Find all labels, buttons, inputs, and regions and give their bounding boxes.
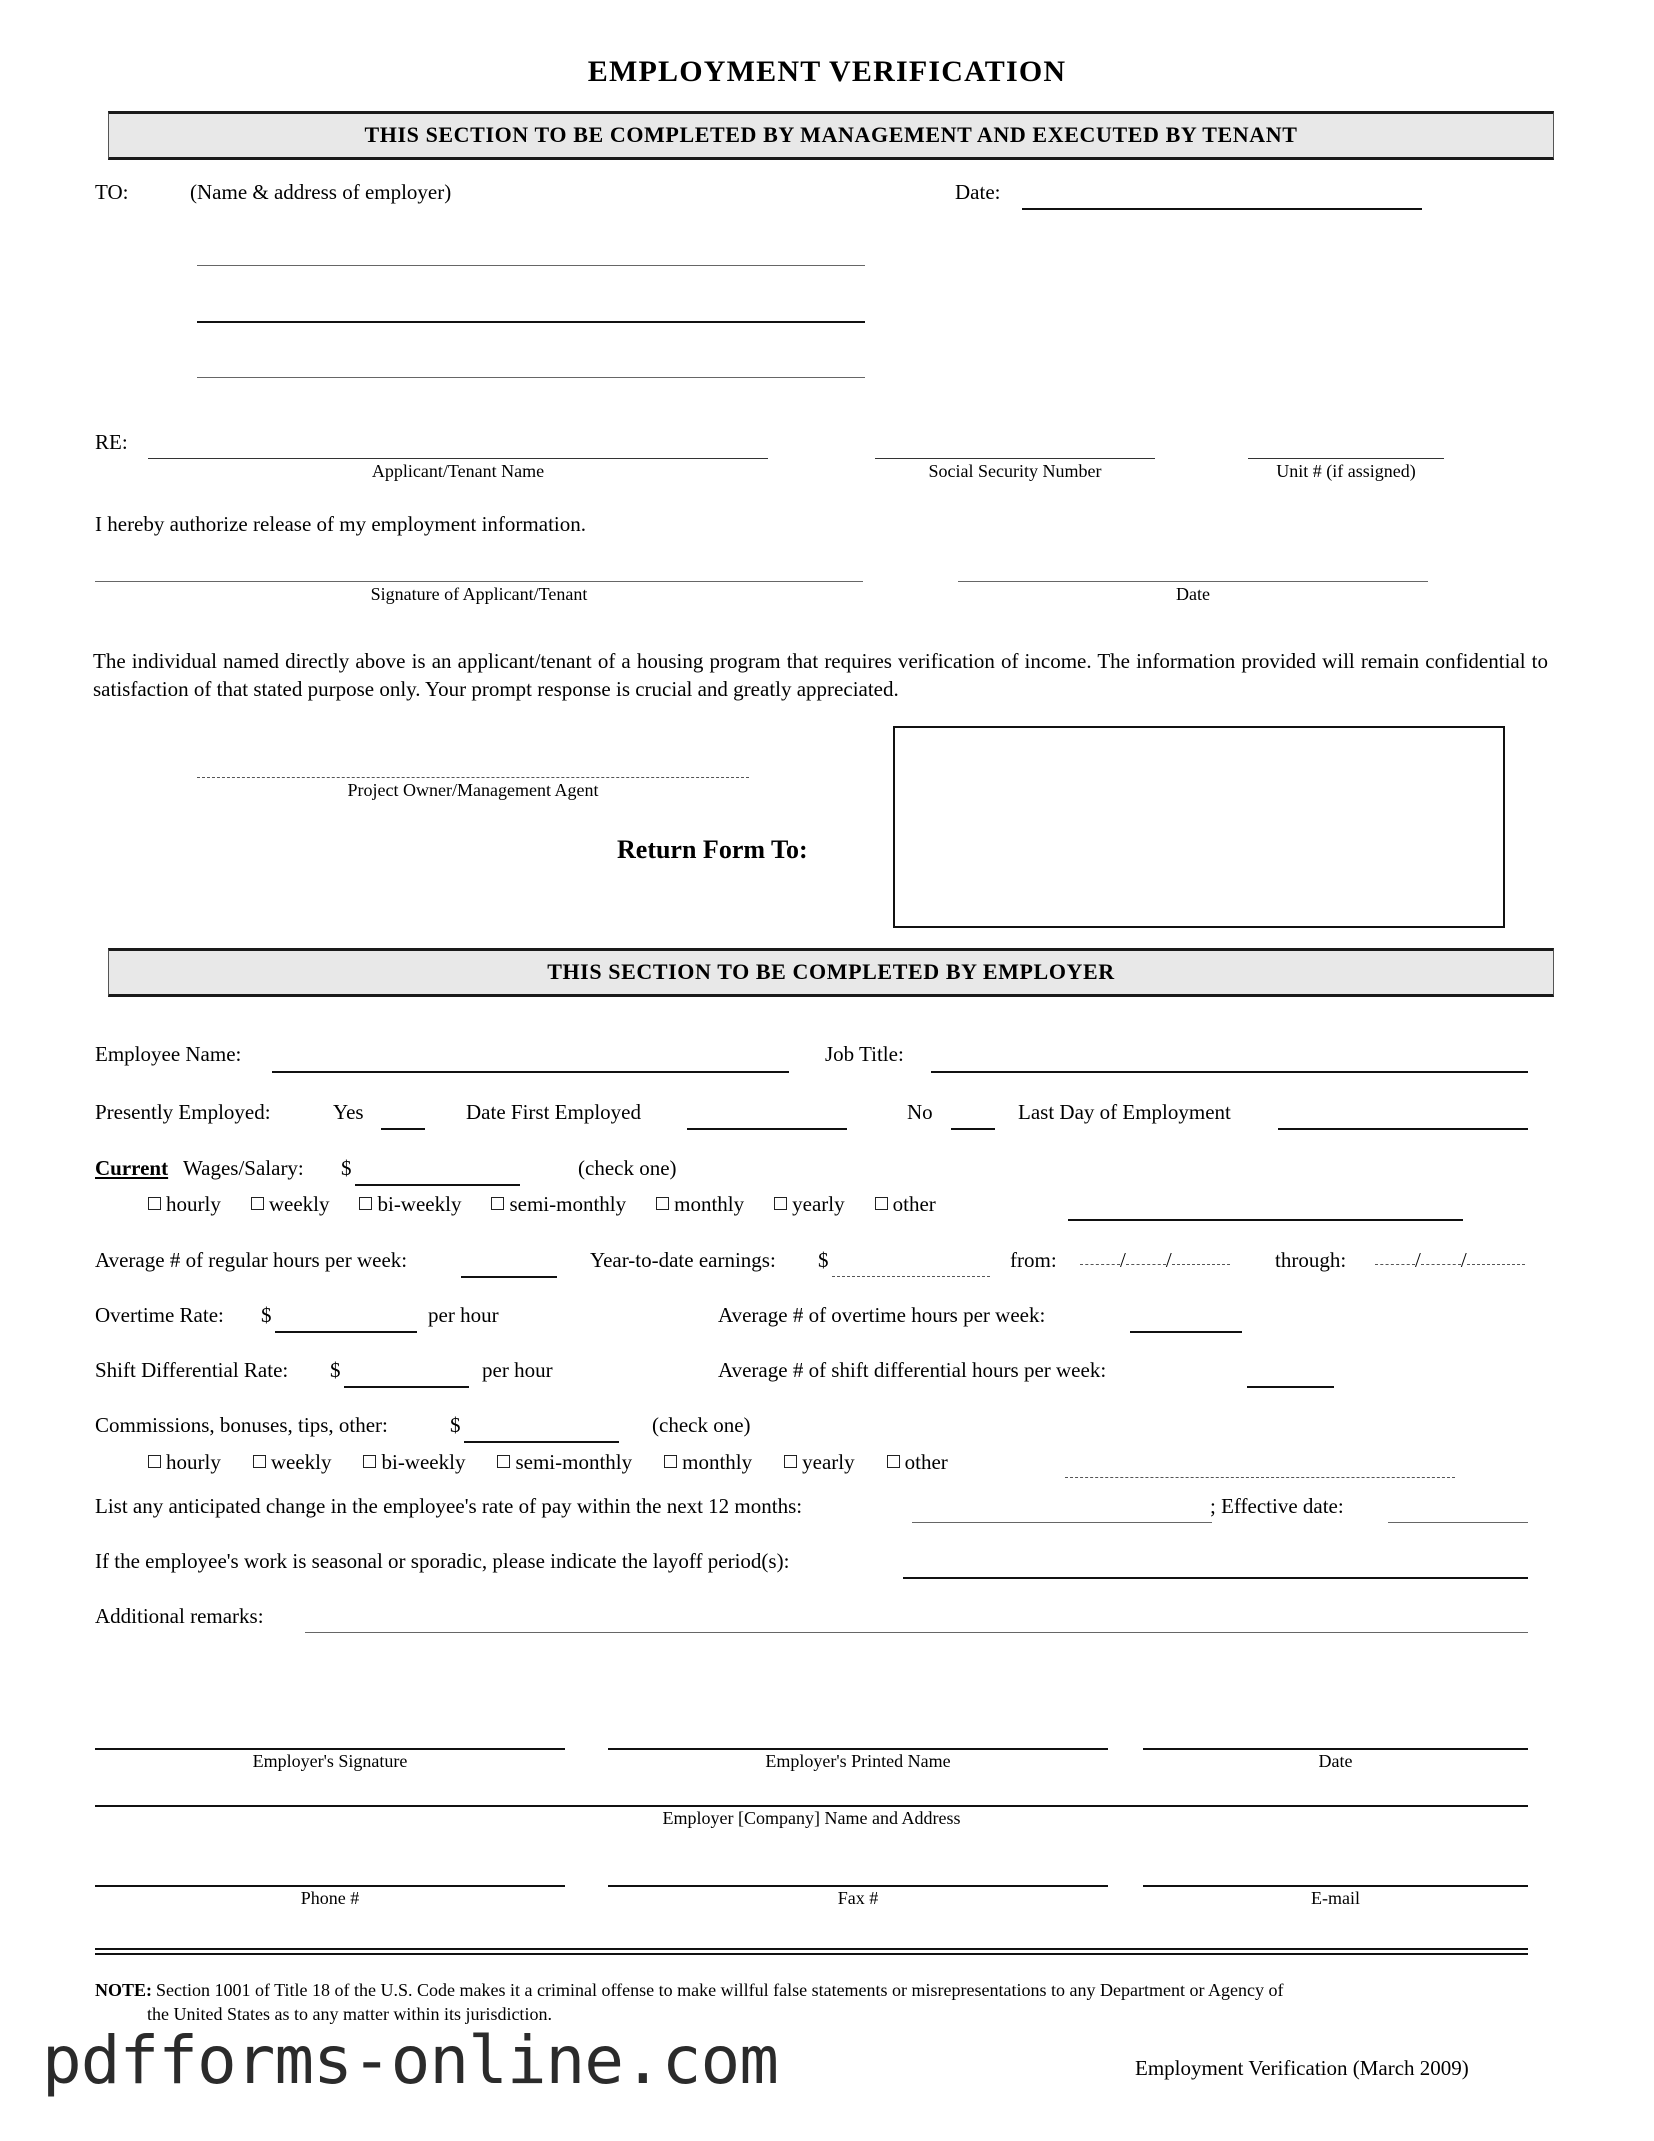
caption-owner-agent: Project Owner/Management Agent <box>347 780 599 800</box>
owner-agent-input[interactable] <box>197 776 749 778</box>
ssn-input[interactable] <box>875 457 1155 459</box>
section-banner-employer-wrap <box>0 948 1654 997</box>
no-label: No <box>907 1100 933 1124</box>
wages-dollar-sign: $ <box>341 1156 352 1180</box>
shift-diff-rate-label: Shift Differential Rate: <box>95 1358 289 1382</box>
return-address-box[interactable] <box>893 726 1505 928</box>
checkbox-icon[interactable] <box>148 1197 161 1210</box>
overtime-per-hour-label: per hour <box>428 1303 499 1327</box>
fax-input[interactable] <box>608 1884 1108 1887</box>
caption-applicant-signature-date: Date <box>1176 584 1210 604</box>
checkbox-icon[interactable] <box>784 1455 797 1468</box>
job-title-input[interactable] <box>931 1070 1528 1073</box>
date-first-employed-label: Date First Employed <box>466 1100 641 1124</box>
section-banner-employer: THIS SECTION TO BE COMPLETED BY EMPLOYER <box>108 948 1554 997</box>
ytd-from-label: from: <box>1010 1248 1057 1272</box>
effective-date-input[interactable] <box>1388 1521 1528 1523</box>
re-label: RE: <box>95 430 128 454</box>
avg-overtime-hours-input[interactable] <box>1130 1330 1242 1333</box>
last-day-label: Last Day of Employment <box>1018 1100 1231 1124</box>
applicant-signature-input[interactable] <box>95 580 863 582</box>
additional-remarks-input[interactable] <box>305 1631 1528 1633</box>
form-revision-id: Employment Verification (March 2009) <box>1135 2056 1469 2080</box>
checkbox-icon[interactable] <box>148 1455 161 1468</box>
phone-input[interactable] <box>95 1884 565 1887</box>
ytd-through-label: through: <box>1275 1248 1347 1272</box>
overtime-rate-input[interactable] <box>275 1330 417 1333</box>
wages-option-other[interactable]: other <box>875 1192 936 1216</box>
commissions-check-one-hint: (check one) <box>652 1413 751 1437</box>
checkbox-icon[interactable] <box>656 1197 669 1210</box>
ytd-from-date[interactable]: / / <box>1080 1248 1230 1273</box>
employer-address-line-2[interactable] <box>197 320 865 323</box>
watermark: pdfforms-online.com <box>42 2022 778 2099</box>
checkbox-icon[interactable] <box>363 1455 376 1468</box>
anticipated-change-label: List any anticipated change in the employee's rate of pay within the next 12 months: <box>95 1494 803 1518</box>
through-day-input[interactable] <box>1421 1263 1461 1265</box>
from-day-input[interactable] <box>1126 1263 1166 1265</box>
note-line-2: the United States as to any matter within its jurisdiction. <box>147 2004 552 2025</box>
commissions-label: Commissions, bonuses, tips, other: <box>95 1413 388 1437</box>
employer-address-line-1[interactable] <box>197 264 865 266</box>
wages-option-monthly[interactable]: monthly <box>656 1192 744 1216</box>
commissions-option-weekly[interactable]: weekly <box>253 1450 332 1474</box>
checkbox-icon[interactable] <box>253 1455 266 1468</box>
job-title-label: Job Title: <box>825 1042 904 1066</box>
caption-employer-signature: Employer's Signature <box>252 1751 408 1771</box>
caption-employer-signature-date: Date <box>1318 1751 1353 1771</box>
employer-printed-name-input[interactable] <box>608 1747 1108 1750</box>
yes-label: Yes <box>333 1100 364 1124</box>
avg-overtime-hours-label: Average # of overtime hours per week: <box>718 1303 1046 1327</box>
wages-option-yearly[interactable]: yearly <box>774 1192 844 1216</box>
presently-employed-label: Presently Employed: <box>95 1100 271 1124</box>
commissions-dollar-sign: $ <box>450 1413 461 1437</box>
ytd-through-date[interactable]: / / <box>1375 1248 1525 1273</box>
applicant-signature-date-input[interactable] <box>958 580 1428 582</box>
employee-name-label: Employee Name: <box>95 1042 242 1066</box>
wages-check-one-hint: (check one) <box>578 1156 677 1180</box>
note-label: NOTE: <box>95 1980 153 2000</box>
email-input[interactable] <box>1143 1884 1528 1887</box>
caption-unit-number: Unit # (if assigned) <box>1276 461 1416 481</box>
checkbox-icon[interactable] <box>664 1455 677 1468</box>
commissions-input[interactable] <box>464 1440 619 1443</box>
ytd-dollar-sign: $ <box>818 1248 829 1272</box>
caption-employer-printed-name: Employer's Printed Name <box>765 1751 951 1771</box>
checkbox-icon[interactable] <box>497 1455 510 1468</box>
commissions-option-monthly[interactable]: monthly <box>664 1450 752 1474</box>
commissions-option-yearly[interactable]: yearly <box>784 1450 854 1474</box>
to-label: TO: <box>95 180 129 204</box>
wages-other-input[interactable] <box>1068 1218 1463 1221</box>
wages-option-hourly[interactable]: hourly <box>148 1192 221 1216</box>
yes-checkbox-line[interactable] <box>381 1127 425 1130</box>
employer-signature-date-input[interactable] <box>1143 1747 1528 1750</box>
date-input-top[interactable] <box>1022 207 1422 210</box>
ytd-earnings-label: Year-to-date earnings: <box>590 1248 776 1272</box>
commissions-option-semi-monthly[interactable]: semi-monthly <box>497 1450 632 1474</box>
avg-regular-hours-input[interactable] <box>461 1275 557 1278</box>
avg-shift-diff-hours-input[interactable] <box>1247 1385 1334 1388</box>
checkbox-icon[interactable] <box>774 1197 787 1210</box>
footer-divider <box>95 1948 1528 1955</box>
ytd-earnings-input[interactable] <box>832 1275 990 1277</box>
caption-email: E-mail <box>1311 1888 1360 1908</box>
wages-option-weekly[interactable]: weekly <box>251 1192 330 1216</box>
overtime-dollar-sign: $ <box>261 1303 272 1327</box>
wages-frequency-options <box>148 1192 1548 1217</box>
shift-diff-dollar-sign: $ <box>330 1358 341 1382</box>
checkbox-icon[interactable] <box>251 1197 264 1210</box>
last-day-input[interactable] <box>1278 1127 1528 1130</box>
authorization-text: I hereby authorize release of my employment information. <box>95 512 586 536</box>
to-hint: (Name & address of employer) <box>190 180 452 204</box>
section-banner-management: THIS SECTION TO BE COMPLETED BY MANAGEMENT AND EXECUTED BY TENANT <box>108 111 1554 160</box>
wages-option-semi-monthly[interactable]: semi-monthly <box>491 1192 626 1216</box>
shift-diff-per-hour-label: per hour <box>482 1358 553 1382</box>
commissions-option-other[interactable]: other <box>887 1450 948 1474</box>
wages-option-bi-weekly[interactable]: bi-weekly <box>359 1192 461 1216</box>
checkbox-icon[interactable] <box>359 1197 372 1210</box>
seasonal-layoff-input[interactable] <box>903 1576 1528 1579</box>
checkbox-icon[interactable] <box>887 1455 900 1468</box>
wages-salary-label: Wages/Salary: <box>183 1156 304 1180</box>
unit-number-input[interactable] <box>1248 457 1444 459</box>
legal-note <box>95 1978 1545 2027</box>
wages-salary-input[interactable] <box>355 1183 520 1186</box>
shift-diff-rate-input[interactable] <box>344 1385 469 1388</box>
note-line-1: Section 1001 of Title 18 of the U.S. Code makes it a criminal offense to make willful false statements or misrepresentations to any Department or Agency of <box>156 1980 1284 2000</box>
employer-address-line-3[interactable] <box>197 376 865 378</box>
caption-applicant-signature: Signature of Applicant/Tenant <box>370 584 588 604</box>
commissions-option-bi-weekly[interactable]: bi-weekly <box>363 1450 465 1474</box>
caption-ssn: Social Security Number <box>928 461 1102 481</box>
employer-signature-input[interactable] <box>95 1747 565 1750</box>
caption-applicant-name: Applicant/Tenant Name <box>371 461 545 481</box>
page-title: EMPLOYMENT VERIFICATION <box>587 55 1067 88</box>
commissions-frequency-options <box>148 1450 1548 1475</box>
no-checkbox-line[interactable] <box>951 1127 995 1130</box>
from-month-input[interactable] <box>1080 1263 1120 1265</box>
company-name-address-input[interactable] <box>95 1804 1528 1807</box>
seasonal-label: If the employee's work is seasonal or sporadic, please indicate the layoff period(s): <box>95 1549 790 1573</box>
confidentiality-paragraph: The individual named directly above is an applicant/tenant of a housing program that requires verification of income. The information provided will remain confidential to satisfaction of that stated purpose only. Your prompt response is crucial and greatly appreciated. <box>93 649 1548 701</box>
date-label-top: Date: <box>955 180 1001 204</box>
caption-phone: Phone # <box>300 1888 360 1908</box>
through-year-input[interactable] <box>1467 1263 1525 1265</box>
checkbox-icon[interactable] <box>875 1197 888 1210</box>
caption-company-name-address: Employer [Company] Name and Address <box>662 1808 961 1828</box>
avg-regular-hours-label: Average # of regular hours per week: <box>95 1248 408 1272</box>
current-label: Current <box>95 1156 169 1180</box>
avg-shift-diff-hours-label: Average # of shift differential hours per week: <box>718 1358 1107 1382</box>
commissions-other-input[interactable] <box>1065 1476 1455 1478</box>
additional-remarks-label: Additional remarks: <box>95 1604 264 1628</box>
anticipated-change-input[interactable] <box>912 1521 1212 1523</box>
date-first-employed-input[interactable] <box>687 1127 847 1130</box>
overtime-rate-label: Overtime Rate: <box>95 1303 224 1327</box>
return-form-to-label: Return Form To: <box>617 835 808 864</box>
applicant-name-input[interactable] <box>148 457 768 459</box>
effective-date-label: ; Effective date: <box>1210 1494 1344 1518</box>
commissions-option-hourly[interactable]: hourly <box>148 1450 221 1474</box>
from-year-input[interactable] <box>1172 1263 1230 1265</box>
caption-fax: Fax # <box>837 1888 879 1908</box>
checkbox-icon[interactable] <box>491 1197 504 1210</box>
employee-name-input[interactable] <box>272 1070 789 1073</box>
through-month-input[interactable] <box>1375 1263 1415 1265</box>
